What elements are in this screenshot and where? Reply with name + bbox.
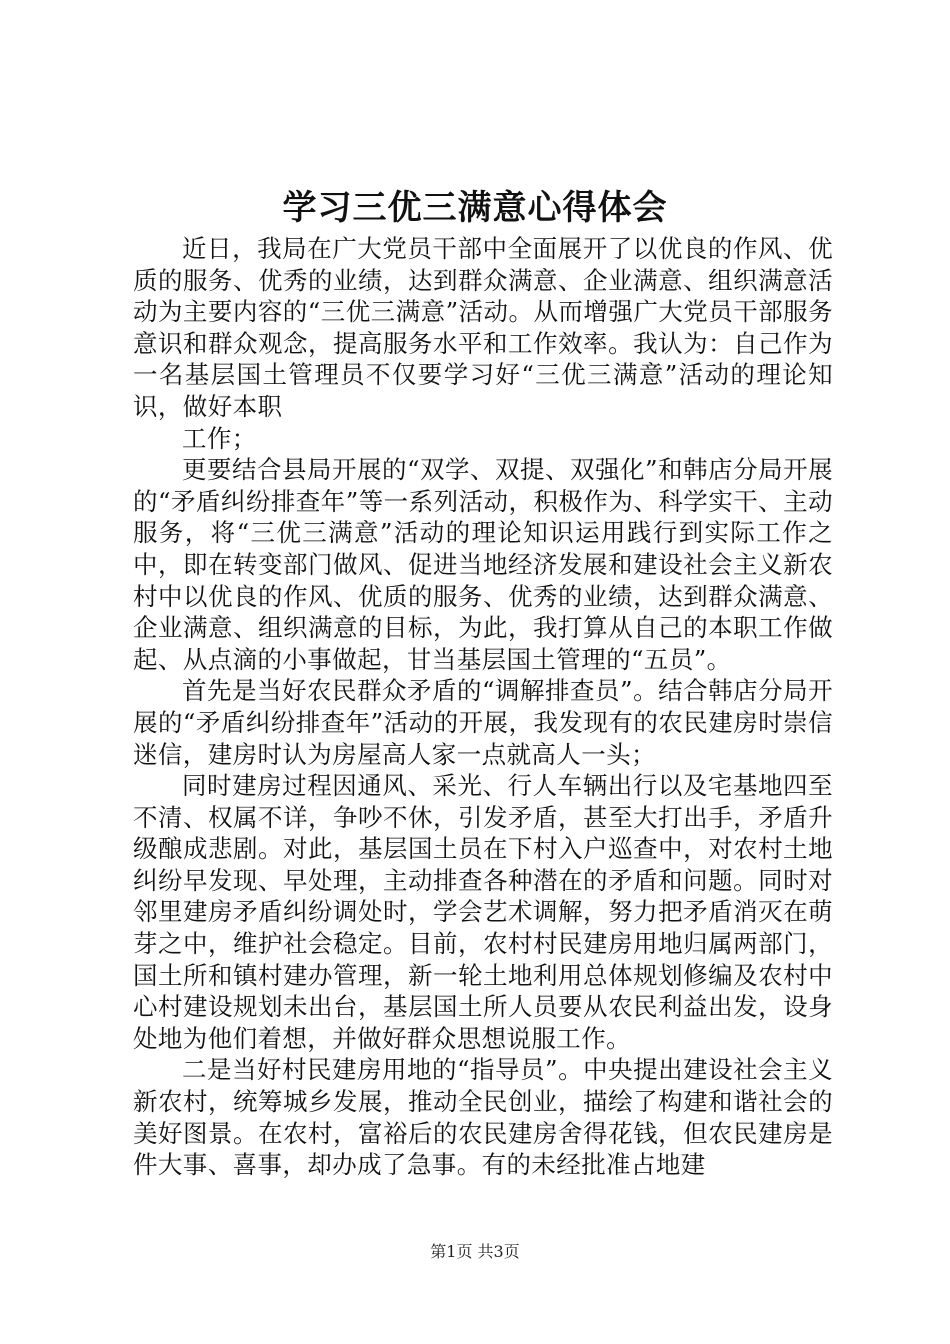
paragraph-disputes: 同时建房过程因通风、采光、行人车辆出行以及宅基地四至不清、权属不详，争吵不休，引发矛盾，甚至大打出手，矛盾升级酿成悲剧。对此，基层国土员在下村入户巡查中，对农村土地纠纷早发现、早处理，主动排查各种潜在的矛盾和问题。同时对邻里建房矛盾纠纷调处时，学会艺术调解，努力把矛盾消灭在萌芽之中，维护社会稳定。目前，农村村民建房用地归属两部门，国土所和镇村建办管理，新一轮土地利用总体规划修编及农村中心村建设规划未出台，基层国土所人员要从农民利益出发，设身处地为他们着想，并做好群众思想说服工作。 bbox=[133, 771, 833, 1053]
paragraph-combine-activities: 更要结合县局开展的“双学、双提、双强化”和韩店分局开展的“矛盾纠纷排查年”等一系列活动，积极作为、科学实干、主动服务，将“三优三满意”活动的理论知识运用践行到实际工作之中，即在转变部门做风、促进当地经济发展和建设社会主义新农村中以优良的作风、优质的服务、优秀的业绩，达到群众满意、企业满意、组织满意的目标，为此，我打算从自己的本职工作做起、从点滴的小事做起，甘当基层国土管理的“五员”。 bbox=[133, 455, 833, 674]
document-title: 学习三优三满意心得体会 bbox=[282, 188, 668, 228]
paragraph-first-mediator: 首先是当好农民群众矛盾的“调解排查员”。结合韩店分局开展的“矛盾纠纷排查年”活动的开展，我发现有的农民建房时崇信迷信，建房时认为房屋高人家一点就高人一头； bbox=[133, 676, 833, 769]
paragraph-work: 工作； bbox=[182, 423, 257, 453]
document-body bbox=[133, 233, 833, 1181]
paragraph-intro: 近日，我局在广大党员干部中全面展开了以优良的作风、优质的服务、优秀的业绩，达到群众满意、企业满意、组织满意活动为主要内容的“三优三满意”活动。从而增强广大党员干部服务意识和群众观念，提高服务水平和工作效率。我认为：自己作为一名基层国土管理员不仅要学习好“三优三满意”活动的理论知识，做好本职 bbox=[133, 234, 833, 421]
page-footer: 第1页 共3页 bbox=[430, 1242, 520, 1261]
paragraph-second-guide: 二是当好村民建房用地的“指导员”。中央提出建设社会主义新农村，统筹城乡发展，推动全民创业，描绘了构建和谐社会的美好图景。在农村，富裕后的农民建房舍得花钱，但农民建房是件大事、喜事，却办成了急事。有的未经批准占地建 bbox=[133, 1055, 833, 1180]
